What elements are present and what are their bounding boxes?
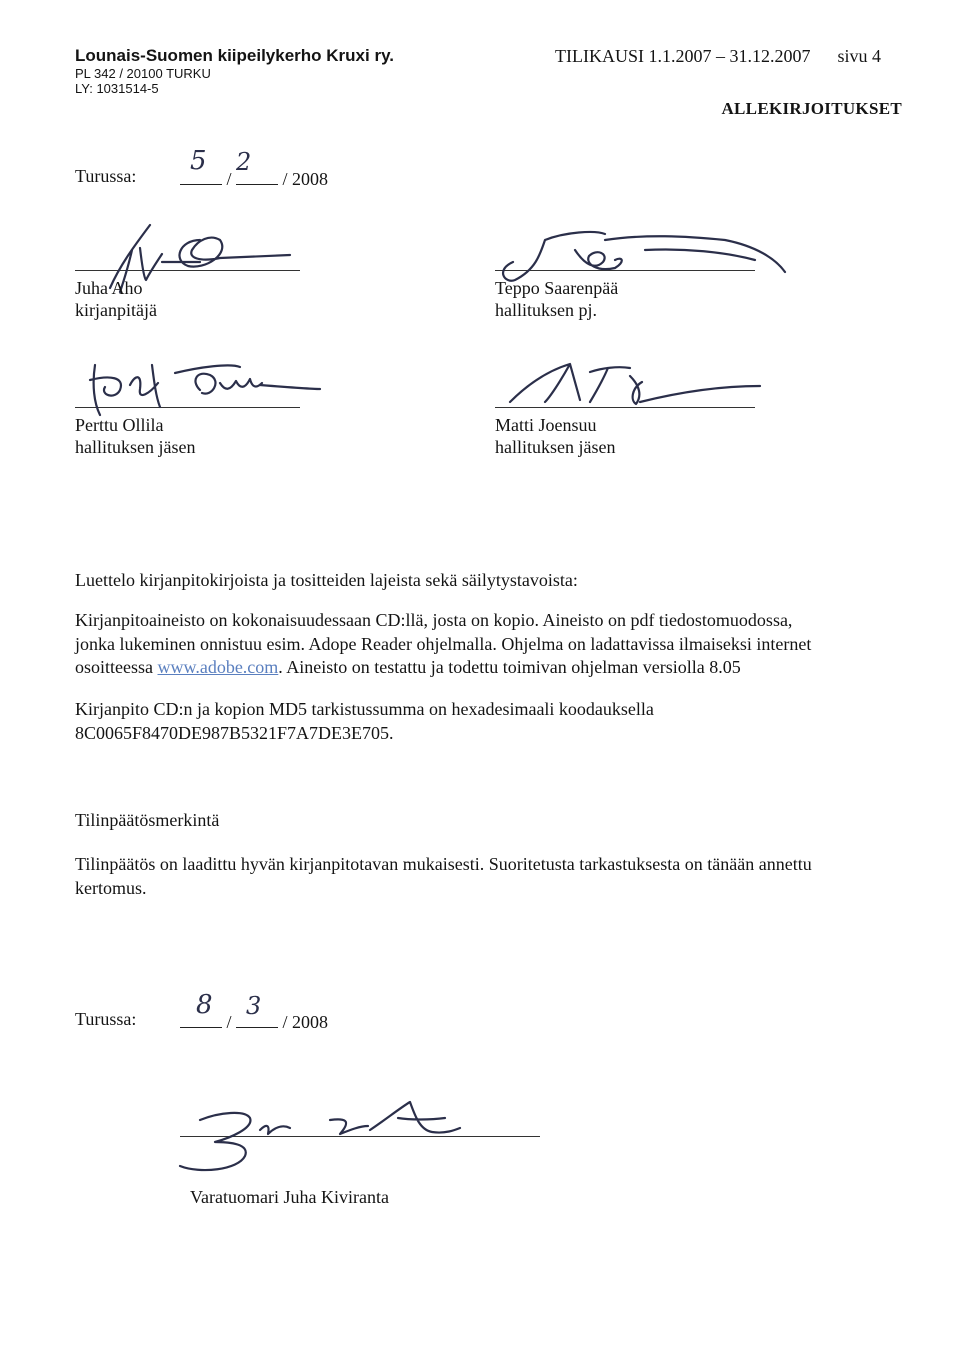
organization-name: Lounais-Suomen kiipeilykerho Kruxi ry. xyxy=(75,46,394,65)
signatory-role: kirjanpitäjä xyxy=(75,300,157,320)
adobe-link[interactable]: www.adobe.com xyxy=(157,657,279,677)
business-id: LY: 1031514-5 xyxy=(75,81,159,96)
material-line-2: jonka lukeminen onnistuu esim. Adope Reader ohjelmalla. Ohjelma on ladattavissa ilmaiseksi internet xyxy=(75,633,812,654)
signatory-role: hallituksen pj. xyxy=(495,300,597,320)
handwritten-day-2: 8 xyxy=(196,990,213,1020)
signing-date-2: / / 2008 xyxy=(180,1009,328,1033)
audit-line-1: Tilinpäätös on laadittu hyvän kirjanpitotavan mukaisesti. Suoritetusta tarkastuksesta on tänään annettu xyxy=(75,854,812,874)
handwritten-month-2: 3 xyxy=(246,992,262,1020)
page-number: sivu 4 xyxy=(837,46,881,66)
organization-address: PL 342 / 20100 TURKU xyxy=(75,66,211,81)
signing-date-1: / / 2008 xyxy=(180,166,328,190)
material-line-1: Kirjanpitoaineisto on kokonaisuudessaan CD:llä, josta on kopio. Aineisto on pdf tiedostomuodossa, xyxy=(75,610,793,630)
audit-heading: Tilinpäätösmerkintä xyxy=(75,810,220,830)
records-list-heading: Luettelo kirjanpitokirjoista ja tositteiden lajeista sekä säilytystavoista: xyxy=(75,570,578,590)
signature-matti-joensuu xyxy=(490,352,770,422)
material-line-3: osoitteessa www.adobe.com. Aineisto on testattu ja todettu toimivan ohjelman versiolla 8.05 xyxy=(75,657,741,677)
handwritten-day-1: 5 xyxy=(190,146,207,176)
signature-juha-kiviranta xyxy=(170,1090,470,1180)
checksum-paragraph xyxy=(75,698,895,745)
material-paragraph xyxy=(75,609,895,680)
checksum-value: 8C0065F8470DE987B5321F7A7DE3E705. xyxy=(75,722,394,743)
signatory-name: Teppo Saarenpää xyxy=(495,278,619,298)
audit-paragraph xyxy=(75,853,895,900)
fiscal-period xyxy=(555,46,881,67)
signatory-perttu-ollila xyxy=(75,414,195,458)
date-place-1: Turussa: xyxy=(75,166,137,186)
checksum-line-1: Kirjanpito CD:n ja kopion MD5 tarkistussumma on hexadesimaali koodauksella xyxy=(75,699,654,719)
signatory-matti-joensuu xyxy=(495,414,615,458)
signatory-name: Perttu Ollila xyxy=(75,415,164,435)
handwritten-month-1: 2 xyxy=(236,148,252,176)
signatory-name: Matti Joensuu xyxy=(495,415,597,435)
section-title: ALLEKIRJOITUKSET xyxy=(721,99,902,118)
signatory-role: hallituksen jäsen xyxy=(75,437,196,457)
date-year-2: 2008 xyxy=(292,1012,329,1032)
auditor-name: Varatuomari Juha Kiviranta xyxy=(190,1187,389,1207)
audit-line-2: kertomus. xyxy=(75,877,147,898)
fiscal-period-text: TILIKAUSI 1.1.2007 – 31.12.2007 xyxy=(555,46,811,66)
signatory-teppo-saarenpaa xyxy=(495,277,618,321)
date-year-1: 2008 xyxy=(292,169,329,189)
signature-perttu-ollila xyxy=(80,345,340,425)
signatory-name: Juha Aho xyxy=(75,278,143,298)
date-place-2: Turussa: xyxy=(75,1009,137,1029)
signatory-juha-aho xyxy=(75,277,157,321)
signatory-role: hallituksen jäsen xyxy=(495,437,616,457)
